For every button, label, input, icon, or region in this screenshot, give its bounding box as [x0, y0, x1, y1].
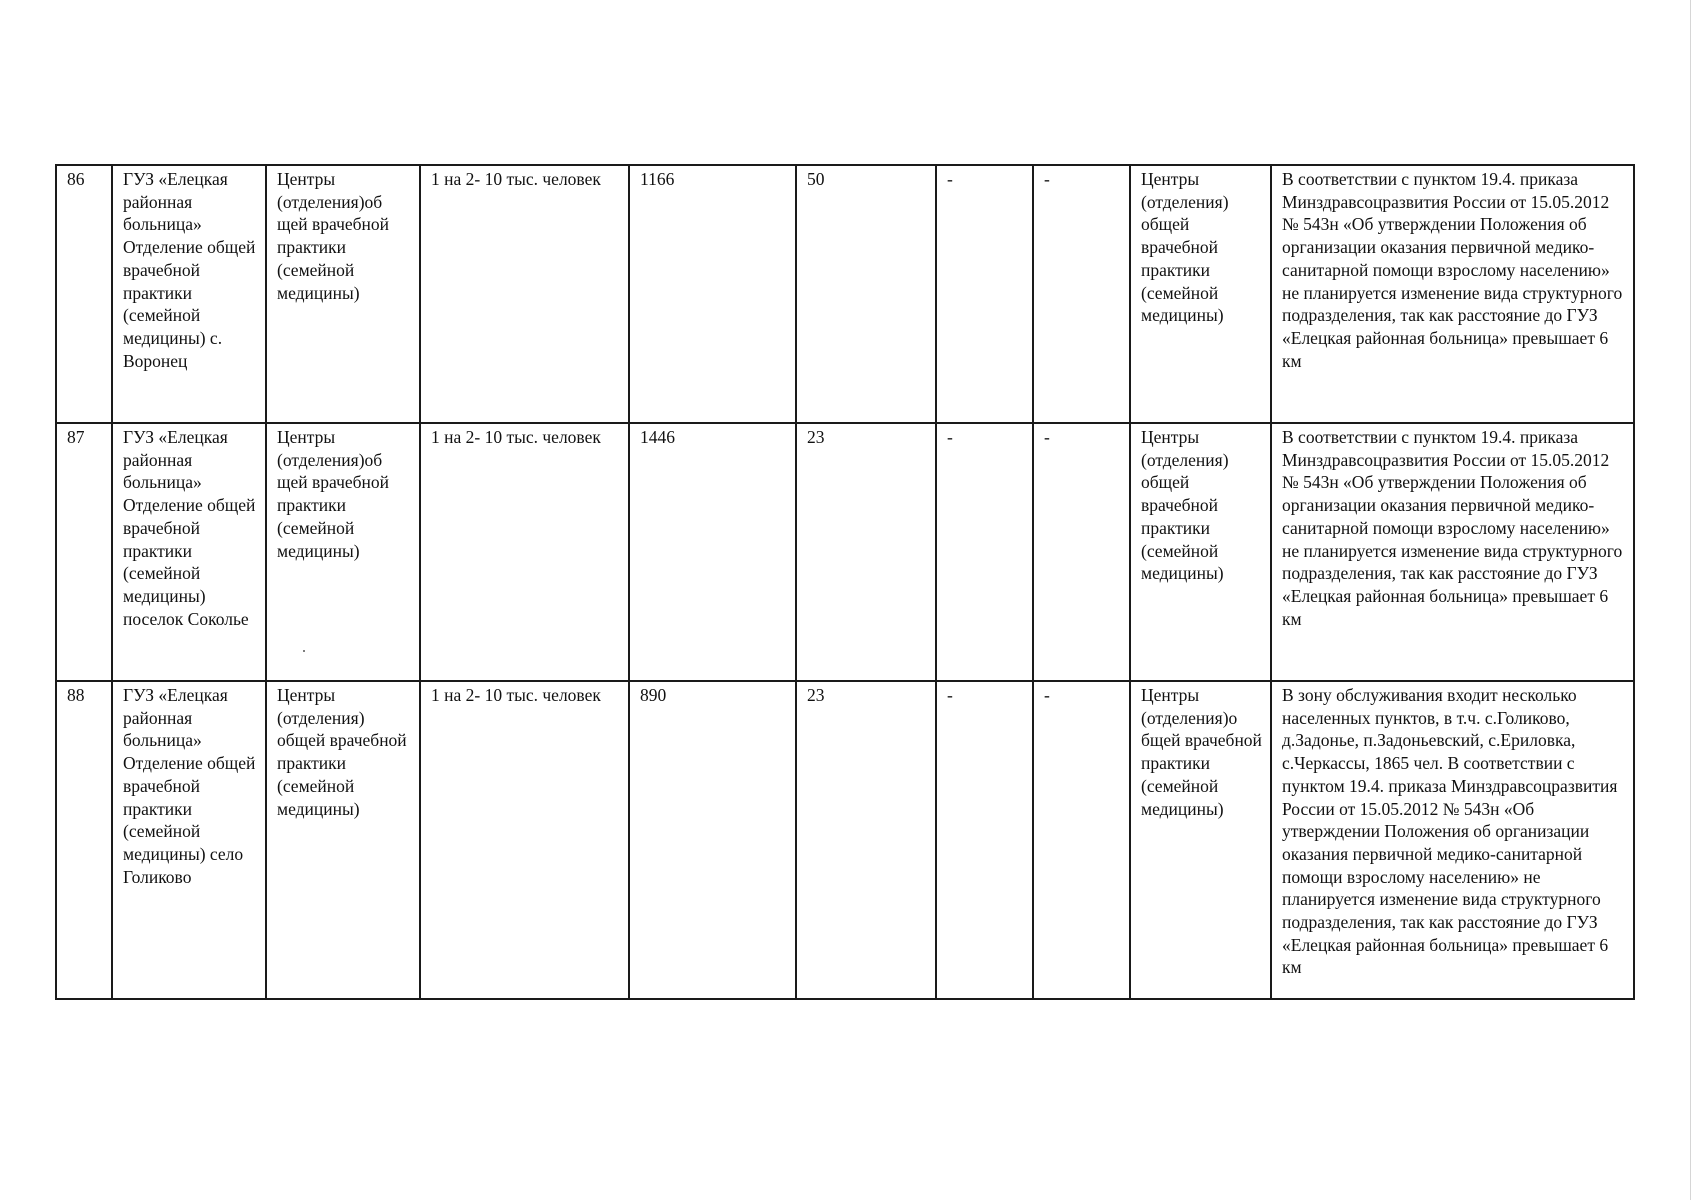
column-7: - [936, 165, 1033, 423]
column-7: - [936, 681, 1033, 999]
population: 1446 [629, 423, 796, 681]
planned-unit-type: Центры (отделения) общей врачебной практики (семейной медицины) [1130, 423, 1271, 681]
population: 890 [629, 681, 796, 999]
organization-name: ГУЗ «Елецкая районная больница» Отделение общей врачебной практики (семейной медицины) с. Воронец [112, 165, 266, 423]
column-7: - [936, 423, 1033, 681]
note: В зону обслуживания входит несколько населенных пунктов, в т.ч. с.Голиково, д.Задонье, п.Задоньевский, с.Ериловка, с.Черкассы, 1865 чел. В соответствии с пунктом 19.4. приказа Минздравсоцразвития России от 15.05.2012 № 543н «Об утверждении Положения об организации оказания первичной медико-санитарной помощи взрослому населению» не планируется изменение вида структурного подразделения, так как расстояние до ГУЗ «Елецкая районная больница» превышает 6 км [1271, 681, 1634, 999]
distance: 23 [796, 423, 936, 681]
facilities-table [55, 164, 1635, 1000]
scan-speck [303, 650, 305, 652]
organization-name: ГУЗ «Елецкая районная больница» Отделение общей врачебной практики (семейной медицины) село Голиково [112, 681, 266, 999]
row-number: 86 [56, 165, 112, 423]
planned-unit-type: Центры (отделения)о бщей врачебной практики (семейной медицины) [1130, 681, 1271, 999]
norm: 1 на 2- 10 тыс. человек [420, 423, 629, 681]
column-8: - [1033, 165, 1130, 423]
organization-name: ГУЗ «Елецкая районная больница» Отделение общей врачебной практики (семейной медицины) поселок Соколье [112, 423, 266, 681]
row-number: 87 [56, 423, 112, 681]
distance: 23 [796, 681, 936, 999]
unit-type: Центры (отделения) общей врачебной практики (семейной медицины) [266, 681, 420, 999]
column-8: - [1033, 423, 1130, 681]
row-number: 88 [56, 681, 112, 999]
unit-type: Центры (отделения)об щей врачебной практики (семейной медицины) [266, 423, 420, 681]
table-row [56, 423, 1634, 681]
distance: 50 [796, 165, 936, 423]
table-row [56, 165, 1634, 423]
norm: 1 на 2- 10 тыс. человек [420, 165, 629, 423]
scan-edge-line [1690, 0, 1691, 1200]
population: 1166 [629, 165, 796, 423]
unit-type: Центры (отделения)об щей врачебной практики (семейной медицины) [266, 165, 420, 423]
column-8: - [1033, 681, 1130, 999]
note: В соответствии с пунктом 19.4. приказа Минздравсоцразвития России от 15.05.2012 № 543н «Об утверждении Положения об организации оказания первичной медико-санитарной помощи взрослому населению» не планируется изменение вида структурного подразделения, так как расстояние до ГУЗ «Елецкая районная больница» превышает 6 км [1271, 165, 1634, 423]
note: В соответствии с пунктом 19.4. приказа Минздравсоцразвития России от 15.05.2012 № 543н «Об утверждении Положения об организации оказания первичной медико-санитарной помощи взрослому населению» не планируется изменение вида структурного подразделения, так как расстояние до ГУЗ «Елецкая районная больница» превышает 6 км [1271, 423, 1634, 681]
norm: 1 на 2- 10 тыс. человек [420, 681, 629, 999]
table-row [56, 681, 1634, 999]
planned-unit-type: Центры (отделения) общей врачебной практики (семейной медицины) [1130, 165, 1271, 423]
